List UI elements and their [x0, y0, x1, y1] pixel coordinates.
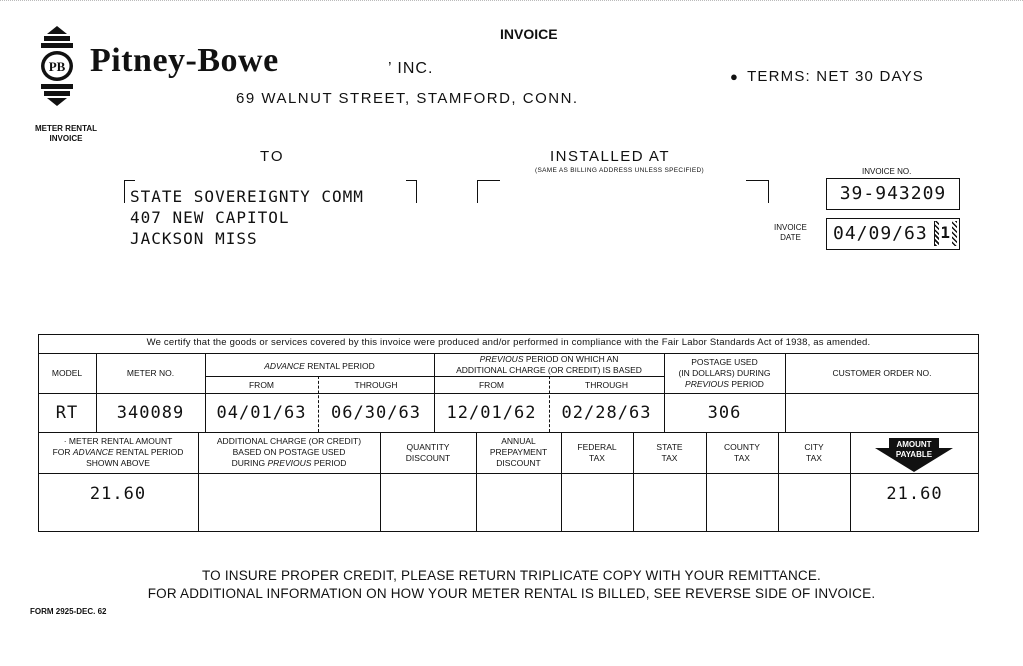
- scan-top-edge: [0, 0, 1023, 1]
- header-advance-italic: ADVANCE: [264, 361, 305, 371]
- header-federal-line: TAX: [589, 453, 605, 463]
- form-number: FORM 2925-DEC. 62: [30, 607, 107, 616]
- value-postage-used: 306: [707, 403, 742, 423]
- header-meter-no: METER NO.: [126, 368, 175, 378]
- header-annual-line: PREPAYMENT: [489, 447, 548, 457]
- header-city-line: CITY: [804, 442, 824, 452]
- certification-text: We certify that the goods or services covered by this invoice were produced and/or performed in compliance with the Fair Labor Standards Act of 1938, as amended.: [146, 337, 871, 348]
- header-rental-line: [38, 447, 198, 458]
- header-postage-italic: PREVIOUS: [685, 379, 729, 389]
- invoice-date-label: [774, 223, 807, 243]
- header-advance-through: THROUGH: [354, 380, 398, 390]
- bill-to-address: [130, 186, 364, 249]
- bullet-icon: ●: [730, 69, 740, 84]
- header-previous-period: [434, 354, 664, 376]
- installed-bracket-left: [477, 180, 500, 203]
- invoice-date-label-line: INVOICE: [774, 223, 807, 232]
- header-additional-line: [198, 458, 380, 469]
- amount-payable-label: AMOUNT: [896, 440, 932, 449]
- terms-text: TERMS: NET 30 DAYS: [747, 68, 924, 85]
- header-federal-tax: [561, 442, 633, 464]
- header-city-line: TAX: [806, 453, 822, 463]
- header-state-line: TAX: [661, 453, 678, 463]
- header-customer-order: CUSTOMER ORDER NO.: [832, 368, 932, 378]
- header-annual-line: DISCOUNT: [496, 458, 541, 468]
- value-amount-payable: 21.60: [886, 484, 943, 504]
- value-previous-from: 12/01/62: [446, 403, 537, 423]
- header-federal-line: FEDERAL: [577, 442, 617, 452]
- header-quantity-discount: [380, 442, 476, 464]
- header-model: MODEL: [51, 368, 83, 378]
- header-rental-amount: [38, 436, 198, 469]
- header-county-line: COUNTY: [724, 442, 760, 452]
- invoice-number-label: INVOICE NO.: [862, 167, 912, 176]
- header-postage-line: [664, 379, 785, 390]
- table-rule: [785, 353, 786, 432]
- footer-info-note: FOR ADDITIONAL INFORMATION ON HOW YOUR METER RENTAL IS BILLED, SEE REVERSE SIDE OF INVOICE.: [147, 586, 876, 601]
- header-additional-line: ADDITIONAL CHARGE (OR CREDIT): [216, 436, 362, 446]
- installed-at-label: INSTALLED AT: [550, 148, 670, 165]
- value-advance-from: 04/01/63: [216, 403, 307, 423]
- header-advance-rest: RENTAL PERIOD: [307, 361, 375, 371]
- header-city-tax: [778, 442, 850, 464]
- invoice-date-suffix: 1: [939, 219, 952, 247]
- payment-terms: [730, 68, 924, 85]
- document-title: INVOICE: [500, 26, 558, 42]
- header-advance-from: FROM: [248, 380, 275, 390]
- value-rental-amount: 21.60: [89, 484, 147, 504]
- header-annual-line: ANNUAL: [501, 436, 536, 446]
- header-rental-rest: RENTAL PERIOD: [115, 447, 184, 457]
- table-rule: [38, 473, 979, 474]
- svg-text:PB: PB: [48, 59, 66, 74]
- table-rule: [38, 432, 979, 433]
- pitney-bowes-logo-icon: [38, 26, 76, 106]
- header-state-line: STATE: [656, 442, 683, 452]
- header-additional-rest: PERIOD: [313, 458, 347, 468]
- footer-remittance-note: TO INSURE PROPER CREDIT, PLEASE RETURN TRIPLICATE COPY WITH YOUR REMITTANCE.: [201, 568, 822, 583]
- invoice-date: [826, 218, 960, 250]
- header-postage-rest: PERIOD: [731, 379, 764, 389]
- header-postage-used: [664, 357, 785, 390]
- header-quantity-line: DISCOUNT: [405, 453, 451, 463]
- header-previous-italic: PREVIOUS: [479, 354, 524, 364]
- installed-at-note: (SAME AS BILLING ADDRESS UNLESS SPECIFIED): [535, 167, 705, 174]
- to-label: TO: [260, 148, 285, 165]
- meter-rental-label: METER RENTAL INVOICE: [34, 124, 98, 143]
- table-rule: [850, 432, 851, 532]
- header-previous-rest: PERIOD ON WHICH AN: [525, 354, 619, 364]
- header-postage-line: (IN DOLLARS) DURING: [678, 368, 771, 378]
- header-additional-during: DURING: [231, 458, 266, 468]
- bill-to-line: 407 NEW CAPITOL: [130, 208, 290, 227]
- amount-payable-arrow-icon: [875, 438, 953, 472]
- value-model: RT: [55, 403, 79, 423]
- value-meter-no: 340089: [116, 403, 185, 423]
- table-rule: [38, 393, 979, 394]
- company-address: 69 WALNUT STREET, STAMFORD, CONN.: [236, 90, 579, 107]
- header-rental-line: SHOWN ABOVE: [86, 458, 150, 468]
- header-previous-from: FROM: [478, 380, 505, 390]
- header-rental-line: · METER RENTAL AMOUNT: [63, 436, 173, 446]
- header-additional-italic: PREVIOUS: [267, 458, 312, 468]
- bill-to-line: STATE SOVEREIGNTY COMM: [130, 187, 364, 206]
- bill-to-bracket-right: [406, 180, 417, 203]
- header-rental-for: FOR: [52, 447, 71, 457]
- header-state-tax: [633, 442, 706, 464]
- header-county-tax: [706, 442, 778, 464]
- header-quantity-line: QUANTITY: [406, 442, 450, 452]
- installed-bracket-right: [746, 180, 769, 203]
- company-suffix: ’ INC.: [388, 60, 434, 77]
- company-name: Pitney-Bowe: [90, 42, 279, 79]
- invoice-date-value: 04/09/63: [833, 223, 928, 244]
- header-previous-line: ADDITIONAL CHARGE (OR CREDIT) IS BASED: [456, 365, 642, 375]
- header-previous-line: [434, 354, 664, 365]
- header-annual-discount: [476, 436, 561, 469]
- invoice-date-label-line: DATE: [780, 233, 801, 242]
- header-additional-charge: [198, 436, 380, 469]
- header-county-line: TAX: [734, 453, 750, 463]
- invoice-number: 39-943209: [826, 178, 960, 210]
- header-advance-period: [205, 361, 434, 372]
- header-rental-italic: ADVANCE: [72, 447, 114, 457]
- bill-to-line: JACKSON MISS: [130, 229, 258, 248]
- value-advance-through: 06/30/63: [331, 403, 421, 423]
- header-additional-line: BASED ON POSTAGE USED: [232, 447, 346, 457]
- header-postage-line: POSTAGE USED: [691, 357, 758, 367]
- amount-payable-label: PAYABLE: [895, 450, 933, 459]
- value-previous-through: 02/28/63: [561, 403, 652, 423]
- header-previous-through: THROUGH: [585, 380, 628, 390]
